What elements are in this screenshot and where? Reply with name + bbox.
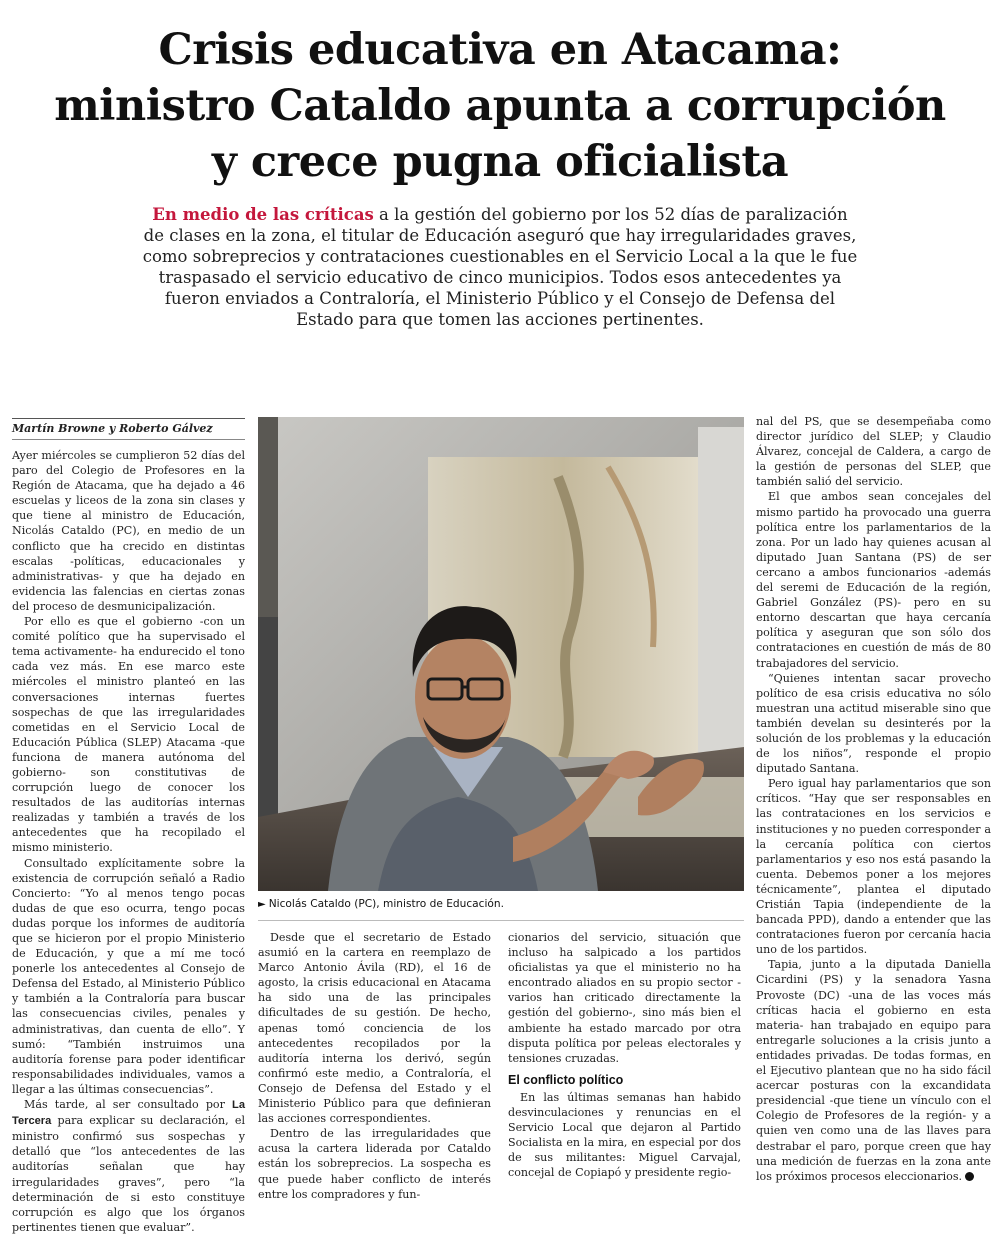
headline-line-2: ministro Cataldo apunta a corrupción bbox=[54, 81, 946, 131]
article-column-4 bbox=[756, 414, 991, 1184]
byline: Martín Browne y Roberto Gálvez bbox=[12, 418, 245, 440]
lead-highlight: En medio de las críticas bbox=[152, 205, 374, 224]
body-paragraph: El que ambos sean concejales del mismo partido ha provocado una guerra política entre los parlamentarios de la zona. Por un lado hay quienes acusan al diputado Juan Santana (PS) de ser cercano a ambos funcionarios -además del seremi de Educación de la región, Gabriel González (PS)- pero en su entorno descartan que haya cercanía política y aseguran que son sólo dos contrataciones en cuestión de más de 80 trabajadores del servicio. bbox=[756, 490, 991, 670]
body-paragraph bbox=[12, 1097, 245, 1235]
article-column-3 bbox=[508, 930, 741, 1180]
lead-paragraph bbox=[140, 204, 860, 330]
headline bbox=[40, 22, 960, 190]
photo-caption bbox=[258, 897, 744, 912]
caption-arrow-icon: ► bbox=[258, 899, 266, 910]
body-paragraph: cionarios del servicio, situación que incluso ha salpicado a los partidos oficialistas ya que el ministerio no ha encontrado aliados en su propio sector -varios han criticado directamente la gestión del gobierno-, sino más bien el ambiente ha estado marcado por otra disputa política por peleas electorales y tensiones cruzadas. bbox=[508, 931, 741, 1065]
article-column-1 bbox=[12, 418, 245, 1235]
body-paragraph: Desde que el secretario de Estado asumió en la cartera en reemplazo de Marco Antonio Ávila (RD), el 16 de agosto, la crisis educacional en Atacama ha sido una de las principales dificultades de su gestión. De hecho, apenas tomó conciencia de los antecedentes recopilados por la auditoría interna los derivó, según confirmó este medio, a Contraloría, el Consejo de Defensa del Estado y el Ministerio Público para que definieran las acciones correspondientes. bbox=[258, 931, 491, 1126]
headline-line-1: Crisis educativa en Atacama: bbox=[158, 25, 842, 75]
body-text: Más tarde, al ser consultado por bbox=[24, 1098, 233, 1112]
photo-illustration bbox=[258, 417, 744, 891]
section-subhead: El conflicto político bbox=[508, 1072, 624, 1087]
body-text: para explicar su declaración, el ministro confirmó sus sospechas y detalló que “los antecedentes de las auditorías señalan que hay irregularidades graves”, pero “la determinación de si esto constituye corrupción es algo que los órganos pertinentes tienen que evaluar”. bbox=[12, 1114, 245, 1234]
article-column-2 bbox=[258, 930, 491, 1202]
body-paragraph: Ayer miércoles se cumplieron 52 días del paro del Colegio de Profesores en la Región de Atacama, que ha dejado a 46 escuelas y liceos de la zona sin clases y que tiene al ministro de Educación, Nicolás Cataldo (PC), en medio de un conflicto que ha crecido en distintas escalas -políticas, educacionales y administrativas- y que ha dejado en evidencia las falencias en ciertas zonas del proceso de desmunicipalización. bbox=[12, 449, 245, 613]
article-photo bbox=[258, 417, 744, 891]
body-paragraph bbox=[756, 957, 991, 1183]
headline-line-3: y crece pugna oficialista bbox=[211, 137, 789, 187]
body-text: Tapia, junto a la diputada Daniella Cicardini (PS) y la senadora Yasna Provoste (DC) -una de las voces más críticas hacia el gobierno en esta materia- han trabajado en equipo para entregarle soluciones a la crisis junto a entidades privadas. De todas formas, en el Ejecutivo plantean que no ha sido fácil acercar posturas con la excandidata presidencial -que tiene un vínculo con el Colegio de Profesores de la región- y a quien ven como una de las llaves para destrabar el paro, porque creen que hay una medición de fuerzas en la zona ante los próximos procesos eleccionarios. bbox=[756, 958, 991, 1183]
body-paragraph: nal del PS, que se desempeñaba como director jurídico del SLEP; y Claudio Álvarez, concejal de Caldera, a cargo de la gestión de personas del SLEP, que también salió del servicio. bbox=[756, 415, 991, 489]
body-paragraph: “Quienes intentan sacar provecho político de esa crisis educativa no sólo muestran una actitud miserable sino que también develan su desinterés por la solución de los problemas y la educación de los niños”, responde el propio diputado Santana. bbox=[756, 671, 991, 776]
body-paragraph: Por ello es que el gobierno -con un comité político que ha supervisado el tema activamente- ha endurecido el tono cada vez más. En ese marco este miércoles el ministro planteó en las conversaciones internas fuertes sospechas de que las irregularidades cometidas en el Servicio Local de Educación Pública (SLEP) Atacama -que funciona de manera autónoma del gobierno- son constitutivas de corrupción luego de conocer los resultados de las auditorías internas realizadas y también a través de los antecedentes que ha recopilado el mismo ministerio. bbox=[12, 615, 245, 855]
newspaper-name: La Tercera bbox=[12, 1099, 245, 1128]
body-paragraph: Pero igual hay parlamentarios que son críticos. “Hay que ser responsables en las contrataciones en los servicios e instituciones y no pueden corresponder a la cercanía política con ciertos parlamentarios y eso nos está pasando la cuenta. Debemos poner a los mejores técnicamente”, plantea el diputado Cristián Tapia (independiente de la bancada PPD), dando a entender que las contrataciones fueron por cercanía hacia uno de los partidos. bbox=[756, 777, 991, 957]
caption-divider bbox=[258, 920, 744, 921]
lead-text: a la gestión del gobierno por los 52 días de paralización de clases en la zona, el titular de Educación aseguró que hay irregularidades graves, como sobreprecios y contrataciones cuestionables en el Servicio Local a la que le fue traspasado el servicio educativo de cinco municipios. Todos esos antecedentes ya fueron enviados a Contraloría, el Ministerio Público y el Consejo de Defensa del Estado para que tomen las acciones pertinentes. bbox=[142, 205, 858, 329]
body-paragraph: Dentro de las irregularidades que acusa la cartera liderada por Cataldo están los sobreprecios. La sospecha es que puede haber conflicto de interés entre los compradores y fun- bbox=[258, 1127, 491, 1201]
end-of-article-icon bbox=[965, 1172, 974, 1181]
body-paragraph: Consultado explícitamente sobre la existencia de corrupción señaló a Radio Concierto: “Yo al menos tengo pocas dudas de que eso ocurra, tengo pocas dudas porque los informes de auditoría que se hicieron por el propio Ministerio de Educación, y que a mí me tocó ponerle los antecedentes al Consejo de Defensa del Estado, al Ministerio Público y también a la Contraloría para buscar las consecuencias civiles, penales y administrativas, dan cuenta de ello”. Y sumó: “También instruimos una auditoría forense para poder identificar responsabilidades individuales, vamos a llegar a las últimas consecuencias”. bbox=[12, 856, 245, 1096]
caption-text: Nicolás Cataldo (PC), ministro de Educación. bbox=[268, 898, 504, 910]
body-paragraph: En las últimas semanas han habido desvinculaciones y renuncias en el Servicio Local que dejaron al Partido Socialista en la mira, en especial por dos de sus militantes: Miguel Carvajal, concejal de Copiapó y presidente regio- bbox=[508, 1090, 741, 1180]
